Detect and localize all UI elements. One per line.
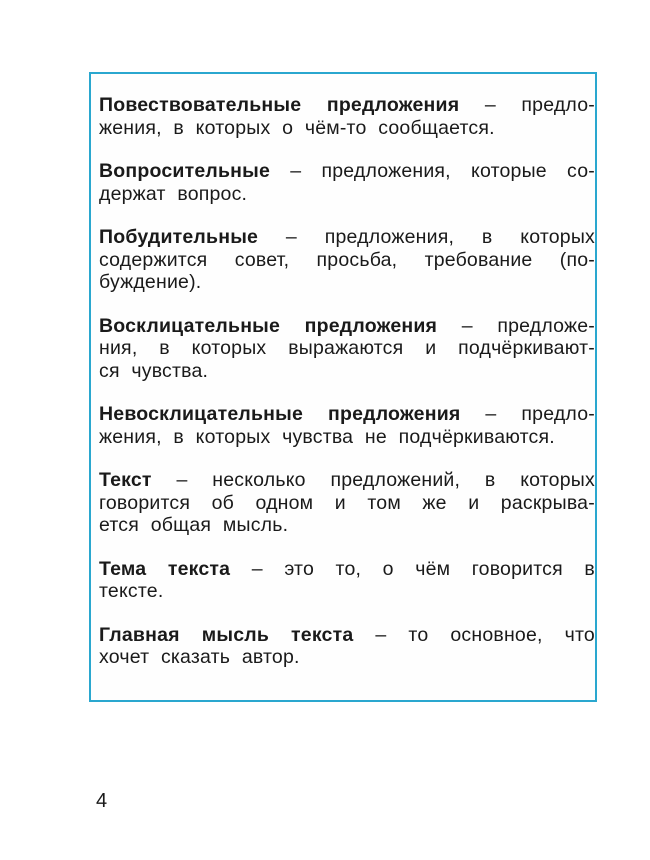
rule-word: – xyxy=(251,557,263,580)
rule-word: тексте. xyxy=(99,580,164,602)
rule-word: буждение). xyxy=(99,271,202,293)
rule-word: же xyxy=(422,491,447,514)
rules-box xyxy=(89,72,597,702)
rule-word: чём xyxy=(415,557,451,580)
rule-word: выражаются xyxy=(288,337,404,359)
rule-word: вопрос. xyxy=(177,182,248,205)
rule-line xyxy=(99,183,595,206)
rule-word: предло- xyxy=(521,94,595,116)
rule-word: ния, xyxy=(99,337,138,359)
rule-line xyxy=(99,360,595,383)
rule-word: в xyxy=(584,557,595,580)
rule-word: том xyxy=(367,491,401,514)
rule-line xyxy=(99,117,595,140)
rule-line xyxy=(99,492,595,515)
rule-word: не xyxy=(364,425,387,448)
rule-line xyxy=(99,624,595,647)
rule-term: Главная xyxy=(99,623,180,646)
rule-word: говорится xyxy=(471,557,563,580)
rule-line xyxy=(99,226,595,249)
rule-word: то xyxy=(408,623,429,646)
rule-term: Побудительные xyxy=(99,226,259,248)
rule-definition xyxy=(99,160,595,205)
rule-word: предло- xyxy=(521,403,595,425)
rule-line xyxy=(99,558,595,581)
rule-line xyxy=(99,514,595,537)
rule-definition xyxy=(99,558,595,603)
rule-word: мысль. xyxy=(222,514,289,536)
rule-word: – xyxy=(375,623,387,646)
rule-line xyxy=(99,94,595,117)
rule-word: – xyxy=(176,469,188,491)
rule-word: и xyxy=(468,491,480,514)
rule-word: держат xyxy=(99,182,166,205)
rule-term: текста xyxy=(291,623,354,646)
rule-word: в xyxy=(159,337,170,359)
rule-word: чём-то xyxy=(304,116,367,139)
rule-word: общая xyxy=(150,514,212,536)
rule-term: Вопросительные xyxy=(99,160,271,182)
rule-line xyxy=(99,160,595,183)
rule-term: текста xyxy=(167,557,231,580)
rule-word: в xyxy=(173,425,184,448)
rule-term: предложения xyxy=(328,403,461,425)
rule-word: предложе- xyxy=(497,314,595,337)
rule-line xyxy=(99,249,595,272)
rule-term: предложения xyxy=(326,94,460,116)
rule-word: которых xyxy=(520,469,595,491)
rule-word: в xyxy=(481,226,493,248)
rule-word: которых xyxy=(191,337,267,359)
rule-word: со- xyxy=(567,160,595,182)
rule-line xyxy=(99,646,595,669)
rule-word: ется xyxy=(99,514,140,536)
rule-word: которых xyxy=(195,116,271,139)
page-number: 4 xyxy=(96,790,108,812)
rule-definition xyxy=(99,226,595,294)
rule-word: чувства. xyxy=(131,359,209,382)
rule-word: раскрыва- xyxy=(500,491,595,514)
rule-term: мысль xyxy=(201,623,270,646)
rule-term: предложения xyxy=(304,314,438,337)
rule-word: одном xyxy=(255,491,314,514)
rule-word: предложений, xyxy=(330,469,461,491)
rule-word: хочет xyxy=(99,646,150,668)
rule-definition xyxy=(99,94,595,139)
rule-word: – xyxy=(484,94,496,116)
rules-list xyxy=(99,94,595,690)
rule-word: (по- xyxy=(559,248,595,271)
rule-word: это xyxy=(284,557,315,580)
rule-word: требование xyxy=(424,248,533,271)
rule-word: о xyxy=(382,557,394,580)
rule-line xyxy=(99,337,595,360)
rule-term: Тема xyxy=(99,557,147,580)
rule-line xyxy=(99,403,595,426)
rule-word: подчёркиваются. xyxy=(398,425,555,448)
rule-term: Восклицательные xyxy=(99,314,281,337)
rule-word: в xyxy=(173,116,184,139)
rule-word: и xyxy=(425,337,437,359)
rule-definition xyxy=(99,469,595,537)
rule-word: предложения, xyxy=(321,160,451,182)
rule-word: содержится xyxy=(99,248,208,271)
rule-word: об xyxy=(211,491,234,514)
rule-word: о xyxy=(282,116,294,139)
rule-word: чувства xyxy=(282,425,354,448)
rule-word: в xyxy=(484,469,496,491)
rule-term: Повествовательные xyxy=(99,94,302,116)
rule-term: Невосклицательные xyxy=(99,403,304,425)
rule-word: и xyxy=(334,491,346,514)
rule-line xyxy=(99,315,595,338)
rule-word: просьба, xyxy=(316,248,398,271)
rule-word: жения, xyxy=(99,116,162,139)
rule-word: основное, xyxy=(450,623,543,646)
rule-word: которых xyxy=(195,425,271,448)
rule-word: которых xyxy=(520,226,595,248)
rule-word: подчёркивают- xyxy=(458,337,595,359)
rule-definition xyxy=(99,315,595,383)
rule-word: – xyxy=(290,160,302,182)
rule-line xyxy=(99,426,595,449)
rule-word: – xyxy=(461,314,473,337)
rule-word: предложения, xyxy=(324,226,455,248)
rule-line xyxy=(99,580,595,603)
rule-word: сказать xyxy=(160,646,231,668)
rule-word: то, xyxy=(335,557,362,580)
rule-definition xyxy=(99,403,595,448)
rule-word: которые xyxy=(471,160,547,182)
rule-word: – xyxy=(285,226,297,248)
rule-word: несколько xyxy=(212,469,306,491)
rule-word: ся xyxy=(99,359,120,382)
rule-word: – xyxy=(485,403,497,425)
rule-line xyxy=(99,271,595,294)
rule-word: совет, xyxy=(234,248,290,271)
rule-word: говорится xyxy=(99,491,191,514)
rule-word: сообщается. xyxy=(378,116,495,139)
rule-word: автор. xyxy=(241,646,300,668)
rule-word: жения, xyxy=(99,425,162,448)
rule-term: Текст xyxy=(99,469,152,491)
rule-word: что xyxy=(564,623,595,646)
rule-definition xyxy=(99,624,595,669)
rule-line xyxy=(99,469,595,492)
